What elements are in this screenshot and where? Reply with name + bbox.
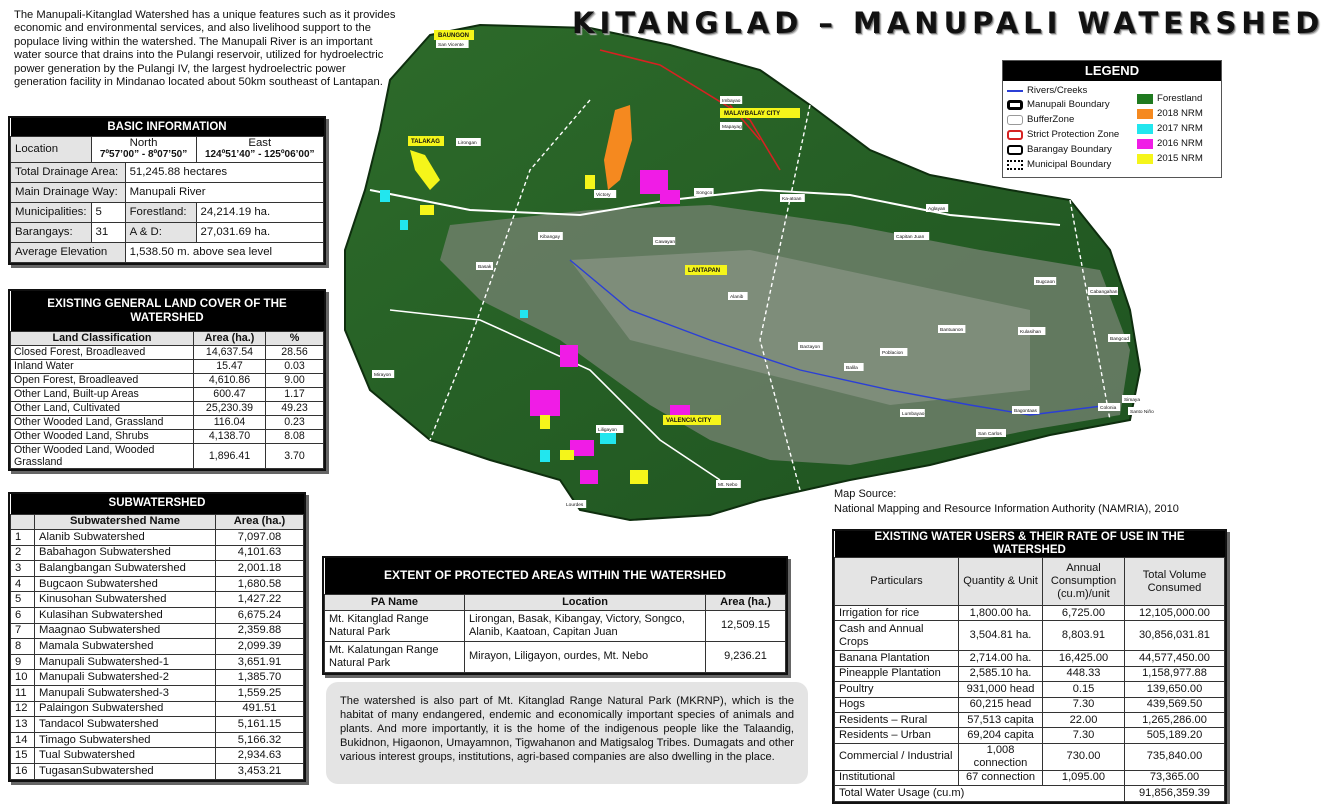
barangay-label: Lumbayao	[902, 412, 925, 417]
water-qty-cell: 57,513 capita	[959, 712, 1043, 727]
water-header: EXISTING WATER USERS & THEIR RATE OF USE IN THE WATERSHED	[874, 531, 1185, 556]
barangay-label: Bantuanon	[940, 328, 964, 333]
sub-area-cell: 7,097.08	[216, 530, 304, 546]
barangay-label: Bangcud	[1110, 337, 1129, 342]
ad-label: A & D:	[125, 222, 196, 242]
water-total-cell: 12,105,000.00	[1125, 606, 1225, 621]
water-qty-cell: 931,000 head	[959, 682, 1043, 697]
barangay-label: Mirayon	[374, 373, 392, 378]
prot-col-pa: PA Name	[325, 594, 465, 610]
sub-num-cell: 6	[11, 608, 35, 624]
land-area-cell: 15.47	[194, 359, 266, 373]
manupali-swatch-icon	[1007, 100, 1023, 110]
barangays-value: 31	[91, 222, 125, 242]
water-annual-cell: 1,095.00	[1043, 770, 1125, 785]
basic-header: BASIC INFORMATION	[107, 120, 227, 133]
barangay-label: Simaya	[1124, 398, 1140, 403]
prot-col-area: Area (ha.)	[706, 594, 786, 610]
water-user-row	[835, 728, 1225, 743]
barangay-label: San Carlos	[978, 432, 1002, 437]
barangays-label: Barangays:	[11, 222, 92, 242]
legend-rivers-label: Rivers/Creeks	[1027, 85, 1088, 96]
land-area-cell: 4,610.86	[194, 373, 266, 387]
legend-2015-label: 2015 NRM	[1157, 153, 1203, 164]
sub-name-cell: Tandacol Subwatershed	[35, 717, 216, 733]
land-pct-cell: 3.70	[266, 443, 324, 468]
sub-name-cell: Babahagon Subwatershed	[35, 545, 216, 561]
north-cell	[91, 136, 196, 162]
water-col-part: Particulars	[835, 558, 959, 606]
legend-2018	[1137, 108, 1203, 119]
water-part-cell: Hogs	[835, 697, 959, 712]
sub-col-name: Subwatershed Name	[35, 514, 216, 530]
page-title: KITANGLAD – MANUPALI WATERSHED	[572, 6, 1324, 40]
land-class-cell: Inland Water	[11, 359, 194, 373]
barangay-label: Santo Niño	[1130, 410, 1154, 415]
water-annual-cell: 448.33	[1043, 666, 1125, 681]
legend-strict-label: Strict Protection Zone	[1027, 129, 1120, 140]
subwatershed-row	[11, 764, 304, 780]
sub-num-cell: 8	[11, 639, 35, 655]
sub-area-cell: 5,161.15	[216, 717, 304, 733]
sub-header: SUBWATERSHED	[108, 497, 206, 510]
water-part-cell: Banana Plantation	[835, 651, 959, 666]
legend-2018-label: 2018 NRM	[1157, 108, 1203, 119]
water-qty-cell: 69,204 capita	[959, 728, 1043, 743]
barangay-label: Ka-atoan	[782, 197, 802, 202]
water-total-cell: 439,569.50	[1125, 697, 1225, 712]
water-annual-cell: 6,725.00	[1043, 606, 1125, 621]
barangay-label: Mt. Nebo	[718, 483, 738, 488]
sub-name-cell: Alanib Subwatershed	[35, 530, 216, 546]
sub-area-cell: 2,001.18	[216, 561, 304, 577]
subwatershed-row	[11, 717, 304, 733]
water-user-row	[835, 621, 1225, 651]
water-user-row	[835, 712, 1225, 727]
land-area-cell: 14,637.54	[194, 345, 266, 359]
sub-name-cell: Maagnao Subwatershed	[35, 623, 216, 639]
protected-area-row	[325, 641, 786, 672]
location-label: Location	[11, 136, 92, 162]
water-total-cell: 30,856,031.81	[1125, 621, 1225, 651]
legend-buffer	[1007, 114, 1074, 125]
sub-area-cell: 1,385.70	[216, 670, 304, 686]
water-annual-cell: 7.30	[1043, 697, 1125, 712]
water-user-row	[835, 770, 1225, 785]
sub-name-cell: Bugcaon Subwatershed	[35, 576, 216, 592]
water-user-row	[835, 743, 1225, 770]
park-paragraph: The watershed is also part of Mt. Kitanglad Range Natural Park (MKRNP), which is the habitat of many endangered, endemic and economically important species of animals and plants. And more importantly, it is the home of the indigenous people like the Talaandig, Bukidnon, Higaonon, Umayamnon, Tigwahanon and Matigsalog Tribes. Dumagats and other various interest groups, institutions, agri-based companies are also dwelling in the place.	[326, 682, 808, 784]
subwatershed-row	[11, 592, 304, 608]
land-cover-row	[11, 345, 324, 359]
water-qty-cell: 1,800.00 ha.	[959, 606, 1043, 621]
barangay-label: Victory	[596, 193, 611, 198]
legend-barangay-label: Barangay Boundary	[1027, 144, 1112, 155]
basic-information-table	[8, 116, 326, 265]
legend-manupali-label: Manupali Boundary	[1027, 99, 1110, 110]
subwatershed-row	[11, 686, 304, 702]
sub-area-cell: 5,166.32	[216, 732, 304, 748]
sub-area-cell: 1,680.58	[216, 576, 304, 592]
subwatershed-row	[11, 623, 304, 639]
prot-header: EXTENT OF PROTECTED AREAS WITHIN THE WATERSHED	[383, 568, 726, 583]
legend-2017-label: 2017 NRM	[1157, 123, 1203, 134]
land-area-cell: 4,138.70	[194, 429, 266, 443]
sub-num-cell: 11	[11, 686, 35, 702]
water-total-value: 91,856,359.39	[1125, 786, 1225, 801]
land-class-cell: Other Wooded Land, Grassland	[11, 415, 194, 429]
land-cover-row	[11, 387, 324, 401]
sub-num-cell: 9	[11, 654, 35, 670]
sub-name-cell: Balangbangan Subwatershed	[35, 561, 216, 577]
north-value: 7º57’00” - 8º07’50”	[99, 149, 188, 160]
buffer-swatch-icon	[1007, 115, 1023, 125]
east-label: East	[248, 137, 272, 149]
sub-name-cell: Manupali Subwatershed-1	[35, 654, 216, 670]
land-pct-cell: 0.23	[266, 415, 324, 429]
sub-num-cell: 12	[11, 701, 35, 717]
label-valencia: VALENCIA CITY	[666, 418, 712, 424]
land-pct-cell: 8.08	[266, 429, 324, 443]
drainage-way-value: Manupali River	[125, 182, 323, 202]
land-cover-row	[11, 429, 324, 443]
sub-col-area: Area (ha.)	[216, 514, 304, 530]
legend-barangay	[1007, 144, 1112, 155]
barangay-label: Alanib	[730, 295, 744, 300]
nrm2017-swatch-icon	[1137, 124, 1153, 134]
land-col-pct: %	[266, 331, 324, 345]
sub-num-cell: 15	[11, 748, 35, 764]
strict-swatch-icon	[1007, 130, 1023, 140]
label-talakag: TALAKAG	[411, 139, 440, 145]
water-qty-cell: 67 connection	[959, 770, 1043, 785]
water-user-row	[835, 682, 1225, 697]
legend-2017	[1137, 123, 1203, 134]
sub-num-cell: 13	[11, 717, 35, 733]
land-pct-cell: 9.00	[266, 373, 324, 387]
land-class-cell: Other Land, Built-up Areas	[11, 387, 194, 401]
water-annual-cell: 730.00	[1043, 743, 1125, 770]
legend-header: LEGEND	[1003, 61, 1221, 81]
sub-area-cell: 1,427.22	[216, 592, 304, 608]
sub-num-cell: 4	[11, 576, 35, 592]
barangay-label: Bugcaon	[1036, 280, 1055, 285]
sub-area-cell: 4,101.63	[216, 545, 304, 561]
sub-name-cell: Tual Subwatershed	[35, 748, 216, 764]
subwatershed-row	[11, 545, 304, 561]
water-annual-cell: 8,803.91	[1043, 621, 1125, 651]
land-col-class: Land Classification	[11, 331, 194, 345]
label-lantapan: LANTAPAN	[688, 268, 721, 274]
water-part-cell: Institutional	[835, 770, 959, 785]
water-total-cell: 505,189.20	[1125, 728, 1225, 743]
water-user-row	[835, 606, 1225, 621]
water-user-row	[835, 697, 1225, 712]
sub-num-cell: 10	[11, 670, 35, 686]
sub-name-cell: Manupali Subwatershed-3	[35, 686, 216, 702]
sub-area-cell: 3,651.91	[216, 654, 304, 670]
elevation-label: Average Elevation	[11, 242, 126, 262]
land-class-cell: Other Wooded Land, Wooded Grassland	[11, 443, 194, 468]
sub-col-num	[11, 514, 35, 530]
water-annual-cell: 16,425.00	[1043, 651, 1125, 666]
water-users-table	[832, 529, 1227, 804]
prot-pa-cell: Mt. Kalatungan Range Natural Park	[325, 641, 465, 672]
legend-forestland	[1137, 93, 1202, 104]
barangay-label: Poblacion	[882, 351, 904, 356]
legend-manupali	[1007, 99, 1110, 110]
drainage-way-label: Main Drainage Way:	[11, 182, 126, 202]
barangay-label: Lirongan	[458, 141, 477, 146]
water-part-cell: Residents – Rural	[835, 712, 959, 727]
barangay-label: Kulasihan	[1020, 330, 1042, 335]
rivers-swatch-icon	[1007, 90, 1023, 92]
forestland-value: 24,214.19 ha.	[196, 202, 324, 222]
municipalities-label: Municipalities:	[11, 202, 92, 222]
subwatershed-row	[11, 732, 304, 748]
sub-area-cell: 2,359.88	[216, 623, 304, 639]
prot-pa-cell: Mt. Kitanglad Range Natural Park	[325, 610, 465, 641]
land-cover-row	[11, 401, 324, 415]
subwatershed-row	[11, 639, 304, 655]
water-total-cell: 735,840.00	[1125, 743, 1225, 770]
sub-num-cell: 16	[11, 764, 35, 780]
land-area-cell: 600.47	[194, 387, 266, 401]
land-cover-row	[11, 443, 324, 468]
subwatershed-row	[11, 561, 304, 577]
map-source-value: National Mapping and Resource Information Authority (NAMRIA), 2010	[834, 503, 1179, 515]
water-total-cell: 44,577,450.00	[1125, 651, 1225, 666]
forest-swatch-icon	[1137, 94, 1153, 104]
barangay-label: Imbayao	[722, 99, 741, 104]
barangay-label: Songco	[696, 191, 713, 196]
sub-name-cell: TugasanSubwatershed	[35, 764, 216, 780]
sub-name-cell: Kulasihan Subwatershed	[35, 608, 216, 624]
water-user-row	[835, 651, 1225, 666]
subwatershed-row	[11, 748, 304, 764]
land-pct-cell: 49.23	[266, 401, 324, 415]
land-area-cell: 116.04	[194, 415, 266, 429]
prot-loc-cell: Lirongan, Basak, Kibangay, Victory, Songco, Alanib, Kaatoan, Capitan Juan	[465, 610, 706, 641]
barangay-label: San Vicente	[438, 43, 464, 48]
water-col-total: Total Volume Consumed	[1125, 558, 1225, 606]
water-part-cell: Commercial / Industrial	[835, 743, 959, 770]
forestland-label: Forestland:	[125, 202, 196, 222]
sub-name-cell: Timago Subwatershed	[35, 732, 216, 748]
legend-strict	[1007, 129, 1119, 140]
water-annual-cell: 7.30	[1043, 728, 1125, 743]
land-class-cell: Closed Forest, Broadleaved	[11, 345, 194, 359]
protected-area-row	[325, 610, 786, 641]
water-col-qty: Quantity & Unit	[959, 558, 1043, 606]
drainage-area-label: Total Drainage Area:	[11, 162, 126, 182]
barangay-label: Bagontaas	[1014, 409, 1037, 414]
land-cover-row	[11, 359, 324, 373]
label-malaybalay: MALAYBALAY CITY	[724, 111, 781, 117]
label-baungon: BAUNGON	[438, 33, 469, 39]
sub-name-cell: Kinusohan Subwatershed	[35, 592, 216, 608]
barangay-label: Cawayan	[655, 240, 675, 245]
sub-area-cell: 491.51	[216, 701, 304, 717]
sub-area-cell: 2,099.39	[216, 639, 304, 655]
legend-rivers	[1007, 85, 1087, 96]
water-part-cell: Cash and Annual Crops	[835, 621, 959, 651]
barangay-label: Basak	[478, 265, 492, 270]
prot-col-loc: Location	[465, 594, 706, 610]
barangay-label: Mapayag	[722, 125, 742, 130]
north-label: North	[129, 137, 158, 149]
drainage-area-value: 51,245.88 hectares	[125, 162, 323, 182]
water-annual-cell: 0.15	[1043, 682, 1125, 697]
subwatershed-row	[11, 701, 304, 717]
barangay-label: Capitan Juan	[896, 235, 925, 240]
legend-2016	[1137, 138, 1203, 149]
land-cover-row	[11, 415, 324, 429]
subwatershed-table	[8, 492, 306, 782]
prot-area-cell: 9,236.21	[706, 641, 786, 672]
map-source	[834, 487, 1179, 517]
land-col-area: Area (ha.)	[194, 331, 266, 345]
east-value: 124º51’40” - 125º06’00”	[204, 149, 315, 160]
water-total-cell: 1,265,286.00	[1125, 712, 1225, 727]
legend-2015	[1137, 153, 1203, 164]
legend-forestland-label: Forestland	[1157, 93, 1203, 104]
land-pct-cell: 28.56	[266, 345, 324, 359]
water-total-label: Total Water Usage (cu.m)	[835, 786, 1125, 801]
land-class-cell: Other Wooded Land, Shrubs	[11, 429, 194, 443]
sub-area-cell: 1,559.25	[216, 686, 304, 702]
subwatershed-row	[11, 608, 304, 624]
water-total-cell: 139,650.00	[1125, 682, 1225, 697]
land-pct-cell: 0.03	[266, 359, 324, 373]
sub-num-cell: 5	[11, 592, 35, 608]
water-qty-cell: 3,504.81 ha.	[959, 621, 1043, 651]
sub-name-cell: Manupali Subwatershed-2	[35, 670, 216, 686]
sub-name-cell: Palaingon Subwatershed	[35, 701, 216, 717]
elevation-value: 1,538.50 m. above sea level	[125, 242, 323, 262]
land-header: EXISTING GENERAL LAND COVER OF THE WATERSHED	[47, 296, 287, 324]
barangay-label: Aglayan	[928, 207, 946, 212]
municipalities-value: 5	[91, 202, 125, 222]
sub-area-cell: 2,934.63	[216, 748, 304, 764]
land-cover-row	[11, 373, 324, 387]
water-part-cell: Poultry	[835, 682, 959, 697]
sub-num-cell: 7	[11, 623, 35, 639]
land-area-cell: 25,230.39	[194, 401, 266, 415]
water-total-cell: 1,158,977.88	[1125, 666, 1225, 681]
map-source-label: Map Source:	[834, 488, 897, 500]
sub-num-cell: 2	[11, 545, 35, 561]
land-pct-cell: 1.17	[266, 387, 324, 401]
water-qty-cell: 1,008 connection	[959, 743, 1043, 770]
barangay-label: Colonia	[1100, 406, 1117, 411]
water-total-cell: 73,365.00	[1125, 770, 1225, 785]
barangay-label: Kibangay	[540, 235, 561, 240]
legend-municipal	[1007, 159, 1111, 170]
nrm2015-swatch-icon	[1137, 154, 1153, 164]
subwatershed-row	[11, 576, 304, 592]
ad-value: 27,031.69 ha.	[196, 222, 324, 242]
sub-num-cell: 3	[11, 561, 35, 577]
water-part-cell: Irrigation for rice	[835, 606, 959, 621]
barangay-label: Liligayon	[598, 428, 617, 433]
legend-municipal-label: Municipal Boundary	[1027, 159, 1112, 170]
water-qty-cell: 2,714.00 ha.	[959, 651, 1043, 666]
water-qty-cell: 60,215 head	[959, 697, 1043, 712]
water-col-annual: Annual Consumption (cu.m)/unit	[1043, 558, 1125, 606]
subwatershed-row	[11, 654, 304, 670]
municipal-swatch-icon	[1007, 160, 1023, 170]
water-part-cell: Pineapple Plantation	[835, 666, 959, 681]
subwatershed-row	[11, 530, 304, 546]
land-class-cell: Other Land, Cultivated	[11, 401, 194, 415]
land-class-cell: Open Forest, Broadleaved	[11, 373, 194, 387]
water-user-row	[835, 666, 1225, 681]
protected-areas-table	[322, 556, 788, 675]
east-cell	[196, 136, 324, 162]
nrm2018-swatch-icon	[1137, 109, 1153, 119]
legend-2016-label: 2016 NRM	[1157, 138, 1203, 149]
prot-area-cell: 12,509.15	[706, 610, 786, 641]
legend	[1002, 60, 1222, 178]
subwatershed-row	[11, 670, 304, 686]
sub-name-cell: Mamala Subwatershed	[35, 639, 216, 655]
land-cover-table	[8, 289, 326, 471]
intro-paragraph: The Manupali-Kitanglad Watershed has a unique features such as it provides economic and environmental services, and also livelihood support to the populace living within the watershed. The Manupali River is an important water source that drains into the Pulangi reservoir, utilized for hydroelectric power generation by the Pulangi IV, the largest hydroelectric power generation facility in Mindanao located about 50km southeast of Lantapan.	[14, 9, 396, 89]
barangay-label: Bactayon	[800, 345, 821, 350]
barangay-label: Balila	[846, 366, 858, 371]
sub-area-cell: 3,453.21	[216, 764, 304, 780]
legend-buffer-label: BufferZone	[1027, 114, 1075, 125]
water-qty-cell: 2,585.10 ha.	[959, 666, 1043, 681]
sub-num-cell: 1	[11, 530, 35, 546]
barangay-label: Lourdes	[566, 503, 584, 508]
land-area-cell: 1,896.41	[194, 443, 266, 468]
nrm2016-swatch-icon	[1137, 139, 1153, 149]
water-part-cell: Residents – Urban	[835, 728, 959, 743]
water-annual-cell: 22.00	[1043, 712, 1125, 727]
sub-num-cell: 14	[11, 732, 35, 748]
barangay-label: Cabangahan	[1090, 290, 1118, 295]
prot-loc-cell: Mirayon, Liligayon, ourdes, Mt. Nebo	[465, 641, 706, 672]
sub-area-cell: 6,675.24	[216, 608, 304, 624]
barangay-swatch-icon	[1007, 145, 1023, 155]
